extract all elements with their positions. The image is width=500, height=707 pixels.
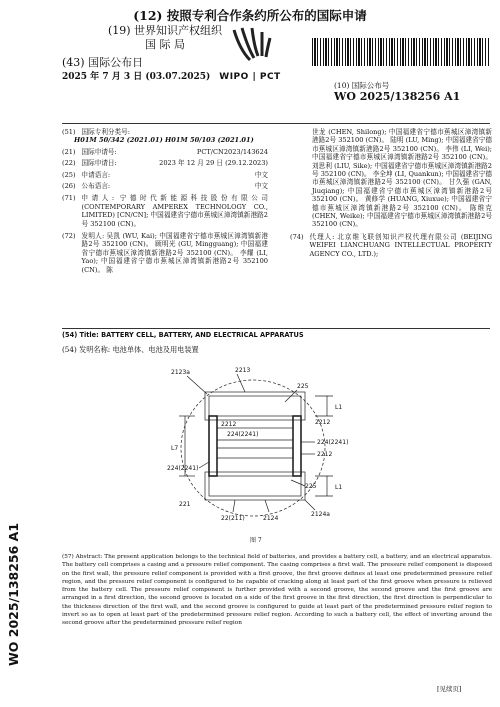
field-app-date [62,159,268,167]
pub-number: WO 2025/138256 A1 [334,90,461,104]
label-224-left: 224(2241) [167,465,199,472]
title-cn: (54) 发明名称: 电池单体、电池及用电装置 [62,345,199,354]
label-l1-top: L1 [335,404,343,411]
field-applicant [62,194,268,228]
label-22-211: 22(211) [221,515,245,522]
inventors-continued: 世龙 (CHEN, Shilong); 中国福建省宁德市蕉城区漳湾镇新港路2号 352100 (CN)。 陆明 (LU, Ming); 中国福建省宁德市蕉城区漳湾镇新港路2号 352100 (CN)。 李伟 (LI, Wei); 中国福建省宁德市蕉城区漳湾镇新港路2号 352100 (CN)。 刘思利 (LIU, Sike); 中国福建省宁德市蕉城区漳湾镇新港路2号 352100 (CN)。 李全坤 (LI, Quankun); 中国福建省宁德市蕉城区漳湾镇新港路2号 352100 (CN)。 甘久强 (GAN, Jiuqiang); 中国福建省宁德市蕉城区漳湾镇新港路2号 352100 (CN)。 黄修学 (HUANG, Xiuxue); 中国福建省宁德市蕉城区漳湾镇新港路2号 352100 (CN)。 陈维克 (CHEN, Weike); 中国福建省宁德市蕉城区漳湾镇新港路2号 352100 (CN)。 [312,128,492,229]
wipo-text: WIPO | PCT [219,72,281,82]
label-l1-bottom: L1 [335,484,343,491]
org-name: (19) 世界知识产权组织 [107,24,223,37]
title-divider [62,328,490,329]
title-en: (54) Title: BATTERY CELL, BATTERY, AND ELECTRICAL APPARATUS [62,331,304,339]
wipo-logo [212,24,288,88]
field-code: (21) [62,147,76,156]
label-2124: 2124 [263,515,279,522]
label-224-upper: 224(2241) [227,431,259,438]
field-value: 中文 [254,182,268,191]
abstract: (57) Abstract: The present application belongs to the technical field of batteries, and provides a battery cell, a battery, and an electrical apparatus. The battery cell comprises a casing and a pressure relief component. The casing comprises a first wall. The pressure relief component is disposed on the first wall, the pressure relief component is provided with a first groove, the first groove defines at least one predetermined pressure relief region, and the pressure relief component is configured to be capable of cracking along at least part of the first groove when pressure is relieved from the battery cell. The pressure relief component is further provided with a second groove, the second groove and the first groove are arranged in a first direction, the second groove is located on a side of the first groove in the first direction, the first direction is perpendicular to the thickness direction of the first wall, and the second groove is configured to guide at least part of the predetermined pressure relief region to invert so as to open at least part of the predetermined pressure relief region. According to such a battery cell, the effect of inverting around the second groove after the predetermined pressure relief region [62,554,492,627]
field-label: 国际专利分类号: [81,128,130,136]
pub-date: 2025 年 7 月 3 日 (03.07.2025) [62,72,211,82]
figure [165,362,365,532]
figure-caption: 图 7 [250,537,262,544]
field-label: H01M 50/342 (2021.01) H01M 50/103 (2021.01) [74,136,254,145]
field-value: 2023 年 12 月 29 日 (29.12.2023) [159,159,268,168]
barcode [312,38,490,66]
inventors-text: 发明人: 吴凯 (WU, Kai); 中国福建省宁德市蕉城区漳湾镇新港路2号 352100 (CN)。 顾明光 (GU, Mingguang); 中国福建省宁德市蕉城区漳湾镇新港路2号 352100 (CN)。 李耀 (LI, Yao); 中国福建省宁德市蕉城区漳湾镇新港路2号 352100 (CN)。 陈 [81,232,268,274]
field-agent [290,233,492,258]
applicant-text: 申请人: 宁德时代新能源科技股份有限公司 (CONTEMPORARY AMPEREX TECHNOLOGY CO., LIMITED) [CN/CN]; 中国福建省宁德市蕉城区漳湾镇新港路2号 352100 (CN)。 [81,194,268,228]
label-2212-right: 2212 [317,451,333,458]
field-label: 公布语言: [81,182,111,191]
field-ipc-values [62,136,268,144]
field-inventors [62,232,268,274]
label-225-top: 225 [297,383,309,390]
field-code: (22) [62,159,76,168]
field-filing-lang [62,171,268,179]
label-2123a: 2123a [171,369,190,376]
field-app-no [62,148,268,156]
field-value: 中文 [254,170,268,179]
field-code: (25) [62,170,76,179]
header-divider [62,123,490,124]
field-code: (71) [62,194,76,203]
field-ipc [62,128,268,136]
label-2213: 2213 [235,367,251,374]
left-fields [62,128,268,274]
org-bureau: 国 际 局 [145,38,185,51]
field-value: PCT/CN2023/143624 [196,147,268,156]
agent-text: 代理人: 北京维飞联创知识产权代理有限公司 (BEIJING WEIFEI LIANCHUANG INTELLECTUAL PROPERTY AGENCY CO., LTD.); [309,232,492,258]
pub-date-label: (43) 国际公布日 [62,56,144,69]
document-title: (12) 按照专利合作条约所公布的国际申请 [133,8,367,23]
label-2212-top: 2212 [315,419,331,426]
label-225-bottom: 225 [305,483,317,490]
right-fields [290,128,492,258]
field-label: 国际申请号: [81,147,117,156]
field-code: (26) [62,182,76,191]
field-code: (51) [62,128,76,136]
pub-number-label: (10) 国际公布号 [334,81,390,90]
field-label: 国际申请日: [81,159,117,168]
field-pub-lang [62,182,268,190]
field-label: 申请语言: [81,170,111,179]
pub-number-block [334,82,494,103]
side-pub-number: WO 2025/138256 A1 [6,522,21,666]
label-224-right: 224(2241) [317,439,349,446]
see-next-page: [见续页] [437,685,462,693]
label-l7: L7 [171,445,179,452]
label-2124a: 2124a [311,511,330,518]
figure-drawing [165,362,365,532]
label-221: 221 [179,501,191,508]
field-code: (74) [290,232,304,241]
field-code: (72) [62,232,76,241]
label-2212-inner: 2212 [221,421,237,428]
